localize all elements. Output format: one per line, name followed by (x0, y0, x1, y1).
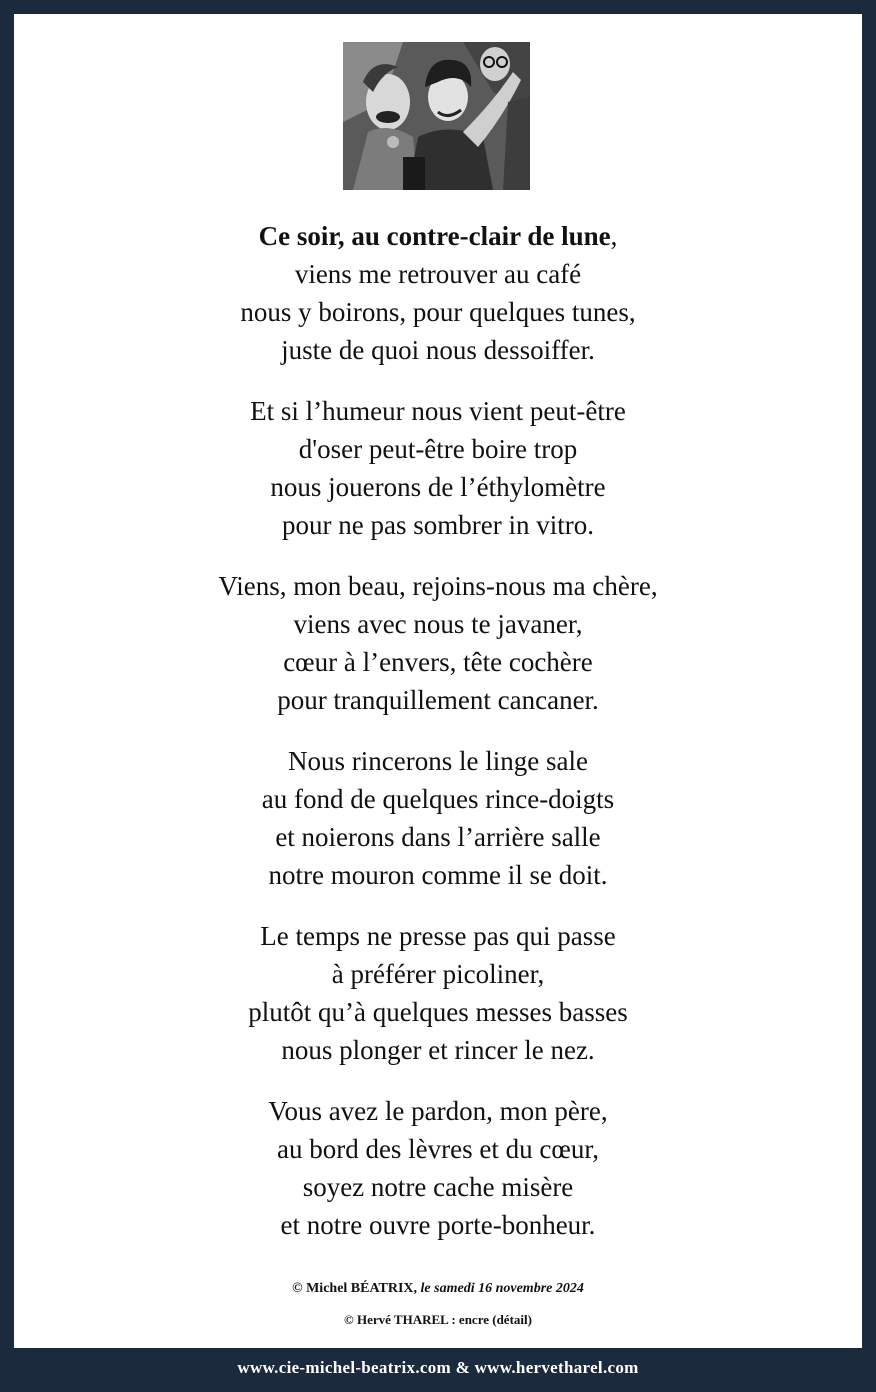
poem-line: soyez notre cache misère (302, 1172, 574, 1202)
poem-line: à préférer picoliner, (331, 959, 545, 989)
poem-line: Et si l’humeur nous vient peut-être (250, 396, 626, 426)
poem-line: Viens, mon beau, rejoins-nous ma chère, (218, 571, 658, 601)
stanza (14, 567, 862, 719)
poem-line: cœur à l’envers, tête cochère (283, 647, 593, 677)
poem-line: nous y boirons, pour quelques tunes, (240, 297, 636, 327)
poem-line: et notre ouvre porte-bonheur. (280, 1210, 596, 1240)
poem-page (14, 14, 862, 1348)
publication-date: le samedi 16 novembre 2024 (420, 1281, 584, 1296)
poem-line: nous jouerons de l’éthylomètre (270, 472, 606, 502)
poem-line: au bord des lèvres et du cœur, (276, 1134, 600, 1164)
poem-line: au fond de quelques rince-doigts (261, 784, 615, 814)
author-name: © Michel BÉATRIX, (292, 1281, 418, 1296)
stanza (14, 1092, 862, 1244)
poem-line: pour tranquillement cancaner. (277, 685, 599, 715)
poem-line: pour ne pas sombrer in vitro. (282, 510, 594, 540)
poem-line: juste de quoi nous dessoiffer. (281, 335, 595, 365)
author-credit (14, 1281, 862, 1297)
poem-line: plutôt qu’à quelques messes basses (248, 997, 628, 1027)
poem-line: Nous rincerons le linge sale (288, 746, 588, 776)
poem-title-punctuation: , (610, 221, 618, 251)
poem-line: Le temps ne presse pas qui passe (260, 921, 616, 951)
artwork-credit: © Hervé THAREL : encre (détail) (344, 1312, 532, 1327)
poem-line-title (14, 217, 862, 255)
stanza (14, 392, 862, 544)
poem-line: viens avec nous te javaner, (293, 609, 583, 639)
poem-text (14, 217, 862, 1244)
poem-line: notre mouron comme il se doit. (268, 860, 608, 890)
poem-line: et noierons dans l’arrière salle (275, 822, 601, 852)
stanza (14, 217, 862, 369)
poem-line: viens me retrouver au café (294, 259, 582, 289)
ink-illustration-image (343, 42, 530, 190)
stanza (14, 917, 862, 1069)
poem-line: d'oser peut-être boire trop (298, 434, 578, 464)
link-separator: & (455, 1358, 471, 1377)
stanza (14, 742, 862, 894)
artist-website-link[interactable]: www.hervetharel.com (474, 1358, 639, 1377)
poem-line: nous plonger et rincer le nez. (281, 1035, 595, 1065)
poem-line: Vous avez le pardon, mon père, (268, 1096, 608, 1126)
footer-links (0, 1358, 876, 1378)
author-website-link[interactable]: www.cie-michel-beatrix.com (237, 1358, 451, 1377)
poem-title-bold: Ce soir, au contre-clair de lune (258, 221, 611, 251)
